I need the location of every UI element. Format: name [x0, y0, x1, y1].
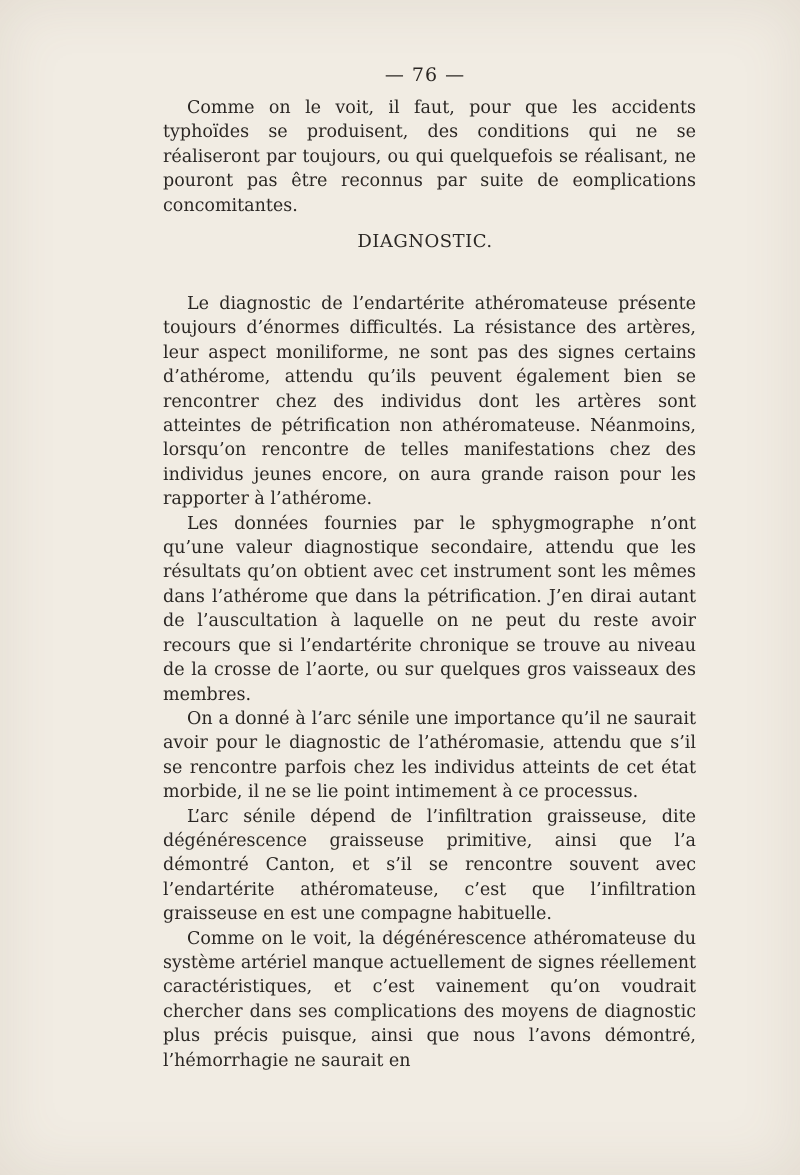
paragraph: Les données fournies par le sphygmographe n’ont qu’une valeur diagnostique secondaire, attendu que les résultats qu’on obtient avec cet instrument sont les mêmes dans l’athérome que dans la pétrification. J’en dirai autant de l’auscultation à laquelle on ne peut du reste avoir recours que si l’endartérite chronique se trouve au niveau de la crosse de l’aorte, ou sur quelques gros vaisseaux des membres.	[163, 513, 696, 705]
paragraph: Comme on le voit, la dégénérescence athéromateuse du système artériel manque actuellement de signes réellement caractéristiques, et c’est vainement qu’on voudrait chercher dans ses complications des moyens de diagnostic plus précis puisque, ainsi que nous l’avons démontré, l’hémorrhagie ne saurait en	[163, 928, 696, 1071]
paragraph: L’arc sénile dépend de l’infiltration graisseuse, dite dégénérescence graisseuse primitive, ainsi que l’a démontré Canton, et s’il se rencontre souvent avec l’endartérite athéromateuse, c’est que l’infiltration graisseuse en est une compagne habituelle.	[163, 806, 696, 925]
body-text-block	[163, 292, 696, 1073]
intro-text-block	[163, 96, 696, 218]
page-number: — 76 —	[384, 64, 466, 86]
section-heading: DIAGNOSTIC.	[357, 231, 493, 252]
intro-paragraph: Comme on le voit, il faut, pour que les accidents typhoïdes se produisent, des conditions qui ne se réaliseront par toujours, ou qui quelquefois se réalisant, ne pouront pas être reconnus par suite de eomplications concomitantes.	[163, 98, 696, 216]
paragraph: Le diagnostic de l’endartérite athéromateuse présente toujours d’énormes difficultés. La résistance des artères, leur aspect moniliforme, ne sont pas des signes certains d’athérome, attendu qu’ils peuvent également bien se rencontrer chez des individus dont les artères sont atteintes de pétrification non athéromateuse. Néanmoins, lorsqu’on rencontre de telles manifestations chez des individus jeunes encore, on aura grande raison pour les rapporter à l’athérome.	[163, 294, 696, 510]
paragraph: On a donné à l’arc sénile une importance qu’il ne saurait avoir pour le diagnostic de l’athéromasie, attendu que s’il se rencontre parfois chez les individus atteints de cet état morbide, il ne se lie point intimement à ce processus.	[163, 708, 696, 803]
